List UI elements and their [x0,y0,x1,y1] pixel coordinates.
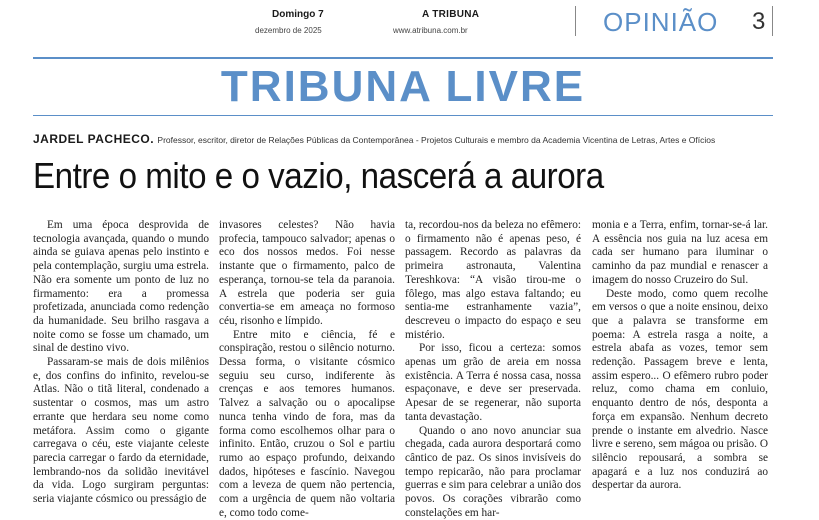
text-column-1 [33,219,209,507]
paragraph: Deste modo, como quem recolhe em versos o que a noite ensinou, deixo que a palavra se transforme em poema: A estrela rasga a noite, a estrela abafa as vozes, temor sem redenção. Passagem breve e lenta, assim espero... O efêmero rubro poder reluz, como chama em conluio, enquanto dentro de nós, desponta a força em expansão. Nenhum decreto prende o instante em alvedrio. Nasce livre e sereno, sem mágoa ou prisão. O silêncio repousará, a sombra se apagará e a luz nos conduzirá ao despertar da aurora. [592,287,768,492]
page-header [0,0,819,48]
headline-text: Entre o mito e o vazio, nascerá a aurora [33,155,604,196]
paragraph: Em uma época desprovida de tecnologia avançada, quando o mundo ainda se guiava apenas pelo instinto e pela contemplação, surgiu uma estrela. Não era somente um ponto de luz no firmamento: era a promessa profetizada, anunciada como redenção da humanidade. Seu brilho rasgava a noite como se fosse um chamado, um sinal de destino vivo. [33,219,209,355]
newspaper-name: A TRIBUNA [422,9,480,20]
paragraph: Por isso, ficou a certeza: somos apenas um grão de areia em nossa existência. A Terra é nossa casa, nossa espaçonave, e deve ser preservada. Apesar de se regenerar, não suporta tanta devastação. [405,342,581,423]
paragraph: Entre mito e ciência, fé e conspiração, restou o silêncio noturno. Dessa forma, o visitante cósmico seguiu seu curso, indiferente às crenças e aos temores humanos. Talvez a salvação ou o apocalipse nunca tenha vindo de fora, mas da forma como escolhemos olhar para o infinito. Então, cruzou o Sol e partiu rumo ao espaço profundo, deixando dados, hipóteses e fascínio. Navegou com a leveza de quem não pertencia, com a urgência de quem não voltaria e, como todo come- [219,328,395,519]
title-rule [33,115,773,116]
column-title: TRIBUNA LIVRE [220,62,586,111]
author-name: JARDEL PACHECO. [33,132,155,146]
paragraph: Quando o ano novo anunciar sua chegada, cada aurora desportará como cântico de paz. Os sinos invisíveis do tempo repicarão, não para proclamar guerras e sim para celebrar a união dos povos. Os corações vibrarão como constelações em har- [405,424,581,519]
section-name: OPINIÃO [603,7,719,37]
top-rule [33,57,773,59]
paragraph: invasores celestes? Não havia profecia, tampouco salvador; apenas o eco dos nossos medos. Foi nesse instante que o firmamento, palco de esperança, tornou-se tela da paranoia. A estrela que poderia ser guia convertia-se em ameaça no formoso céu, risonho e límpido. [219,219,395,327]
text-column-3 [405,219,581,520]
issue-date: dezembro de 2025 [255,26,322,35]
text-column-2 [219,219,395,520]
paragraph: Passaram-se mais de dois milênios e, dos confins do infinito, revelou-se Atlas. Não o titã literal, condenado a sustentar o cosmos, mas um astro errante que herdara seu nome como metáfora. Assim como o gigante carregava o céu, este viajante celeste parecia carregar o fardo da eternidade, lembrando-nos da solidão inevitável da vida. Logo surgiram perguntas: seria viajante cósmico ou presságio de [33,356,209,506]
byline [33,132,715,146]
text-column-4 [592,219,768,493]
header-divider [575,6,576,36]
article-headline [33,155,653,197]
author-bio: Professor, escritor, diretor de Relações Públicas da Contemporânea - Projetos Culturais e membro da Academia Vicentina de Letras, Artes e Ofícios [157,135,716,145]
header-divider-right [772,6,773,36]
paragraph: ta, recordou-nos da beleza no efêmero: o firmamento não é apenas peso, é passagem. Recordo as palavras da primeira astronauta, Valentina Tereshkova: “A visão tirou-me o fôlego, mas algo estava faltando; eu sentia-me estranhamente vazia”, descreveu o impacto do espaço e seu mistério. [405,219,581,341]
paragraph: monia e a Terra, enfim, tornar-se-á lar. A essência nos guia na luz acesa em cada ser humano para iluminar o caminho da paz mundial e renascer a imagem do nosso Cruzeiro do Sul. [592,219,768,286]
newspaper-url: www.atribuna.com.br [393,26,468,35]
issue-day: Domingo 7 [272,9,324,20]
page-number: 3 [752,8,766,35]
